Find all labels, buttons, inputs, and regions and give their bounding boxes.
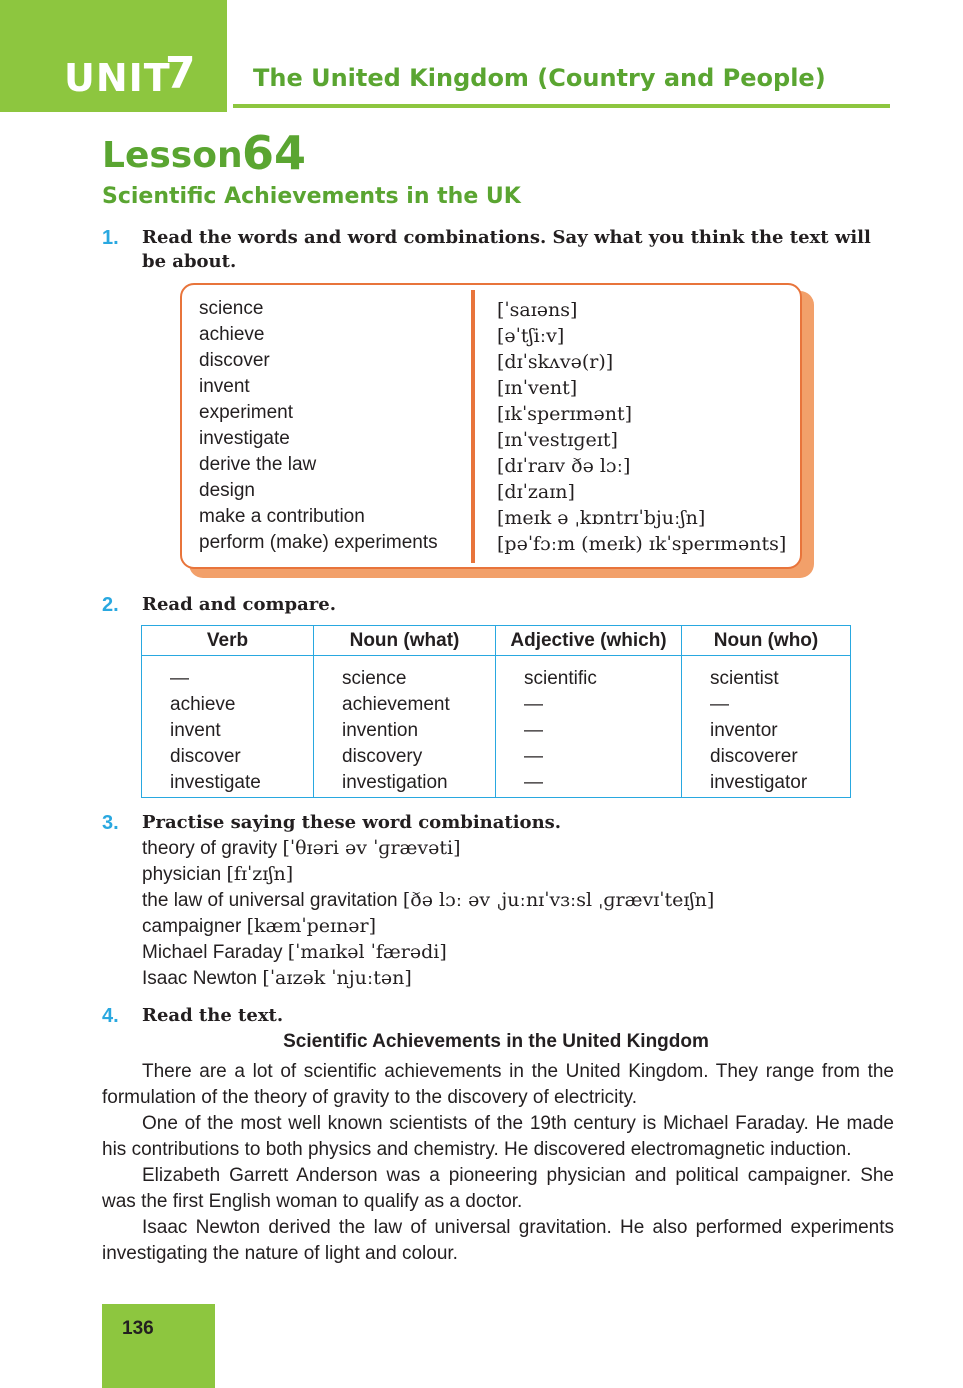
adjective-column bbox=[496, 656, 682, 798]
vocab-transcription: [dɪˈzaɪn] bbox=[497, 481, 575, 503]
reading-title: Scientific Achievements in the United Kingdom bbox=[283, 1031, 709, 1052]
vocab-transcription: [dɪˈskʌvə(r)] bbox=[497, 351, 614, 373]
combination-item: Isaac Newton [ˈaɪzək ˈnjuːtən] bbox=[142, 967, 412, 989]
table-cell: discover bbox=[170, 746, 241, 767]
table-cell: inventor bbox=[710, 720, 778, 741]
vocab-transcription: [ˈsaɪəns] bbox=[497, 299, 578, 321]
page-number: 136 bbox=[122, 1318, 154, 1339]
verb-column bbox=[142, 656, 314, 798]
table-cell: discoverer bbox=[710, 746, 798, 767]
compare-table-body-row bbox=[142, 656, 851, 798]
lesson-subtitle: Scientific Achievements in the UK bbox=[102, 184, 521, 209]
noun-what-column bbox=[314, 656, 496, 798]
table-cell: achieve bbox=[170, 694, 236, 715]
table-cell: — bbox=[170, 668, 189, 689]
vocab-word: science bbox=[199, 298, 264, 319]
table-cell: — bbox=[524, 720, 543, 741]
table-cell: — bbox=[524, 772, 543, 793]
vocab-word: discover bbox=[199, 350, 270, 371]
vocab-word: investigate bbox=[199, 428, 290, 449]
combination-list bbox=[142, 835, 714, 991]
unit-label: UNIT bbox=[64, 56, 171, 100]
combination-item: physician [fɪˈzɪʃn] bbox=[142, 863, 294, 885]
reading-paragraph: Elizabeth Garrett Anderson was a pioneering physician and political campaigner. She was the first English woman to qualify as a doctor. bbox=[102, 1165, 894, 1212]
combination-item: theory of gravity [ˈθɪəri əv ˈɡrævəti] bbox=[142, 837, 461, 859]
unit-title-rule bbox=[233, 104, 890, 108]
table-cell: achievement bbox=[342, 694, 450, 715]
vocab-word: achieve bbox=[199, 324, 265, 345]
vocab-transcription: [ɪkˈsperɪmənt] bbox=[497, 403, 633, 425]
table-cell: invention bbox=[342, 720, 419, 741]
lesson-number: 64 bbox=[242, 126, 307, 180]
vocab-word: make a contribution bbox=[199, 506, 365, 527]
vocab-transcription: [dɪˈraɪv ðə lɔː] bbox=[497, 455, 631, 477]
page-number-box bbox=[102, 1304, 215, 1388]
reading-text bbox=[102, 1059, 894, 1267]
unit-number: 7 bbox=[165, 48, 196, 99]
table-cell: scientific bbox=[524, 668, 597, 689]
table-cell: investigation bbox=[342, 772, 448, 793]
table-cell: science bbox=[342, 668, 407, 689]
vocab-word-list bbox=[199, 296, 438, 556]
vocab-word: design bbox=[199, 480, 255, 501]
reading-paragraph: One of the most well known scientists of the 19th century is Michael Faraday. He made his contributions to both physics and chemistry. He discovered electromagnetic induction. bbox=[102, 1113, 894, 1160]
table-cell: investigate bbox=[170, 772, 261, 793]
exercise-3-number: 3. bbox=[102, 812, 119, 834]
exercise-3-instruction: Practise saying these word combinations. bbox=[142, 812, 562, 833]
compare-table-header-row bbox=[142, 626, 851, 656]
vocab-transcription: [ɪnˈvent] bbox=[497, 377, 578, 399]
vocab-transcription: [ɪnˈvestɪɡeɪt] bbox=[497, 429, 618, 451]
table-cell: discovery bbox=[342, 746, 423, 767]
column-header: Verb bbox=[142, 626, 314, 656]
vocab-transcription: [meɪk ə ˌkɒntrɪˈbjuːʃn] bbox=[497, 507, 706, 529]
vocab-transcription: [pəˈfɔːm (meɪk) ɪkˈsperɪmənts] bbox=[497, 533, 787, 555]
vocab-divider bbox=[471, 290, 475, 563]
noun-who-column bbox=[682, 656, 851, 798]
combination-item: the law of universal gravitation [ðə lɔː əv ˌjuːnɪˈvɜːsl ˌɡrævɪˈteɪʃn] bbox=[142, 889, 715, 911]
reading-paragraph: There are a lot of scientific achievements in the United Kingdom. They range from the formulation of the theory of gravity to the discovery of electricity. bbox=[102, 1061, 894, 1108]
exercise-2-instruction: Read and compare. bbox=[142, 594, 336, 615]
table-cell: — bbox=[524, 694, 543, 715]
table-cell: — bbox=[710, 694, 729, 715]
vocab-transcription-list bbox=[497, 297, 786, 557]
vocab-word: experiment bbox=[199, 402, 293, 423]
exercise-4-number: 4. bbox=[102, 1005, 119, 1027]
column-header: Noun (what) bbox=[314, 626, 496, 656]
lesson-label: Lesson bbox=[102, 135, 243, 176]
table-cell: scientist bbox=[710, 668, 779, 689]
vocab-word: perform (make) experiments bbox=[199, 532, 438, 553]
reading-paragraph: Isaac Newton derived the law of universal gravitation. He also performed experiments investigating the nature of light and colour. bbox=[102, 1217, 894, 1264]
unit-title: The United Kingdom (Country and People) bbox=[253, 64, 826, 92]
exercise-1-instruction: Read the words and word combinations. Say what you think the text will be about. bbox=[142, 227, 871, 272]
combination-item: Michael Faraday [ˈmaɪkəl ˈfærədi] bbox=[142, 941, 447, 963]
table-cell: invent bbox=[170, 720, 221, 741]
exercise-1-number: 1. bbox=[102, 227, 119, 249]
compare-table bbox=[141, 625, 851, 798]
exercise-4-instruction: Read the text. bbox=[142, 1005, 284, 1026]
column-header: Noun (who) bbox=[682, 626, 851, 656]
exercise-2-number: 2. bbox=[102, 594, 119, 616]
vocab-word: invent bbox=[199, 376, 250, 397]
vocab-transcription: [əˈtʃiːv] bbox=[497, 325, 565, 347]
vocab-word: derive the law bbox=[199, 454, 317, 475]
table-cell: — bbox=[524, 746, 543, 767]
combination-item: campaigner [kæmˈpeɪnər] bbox=[142, 915, 377, 937]
table-cell: investigator bbox=[710, 772, 808, 793]
column-header: Adjective (which) bbox=[496, 626, 682, 656]
